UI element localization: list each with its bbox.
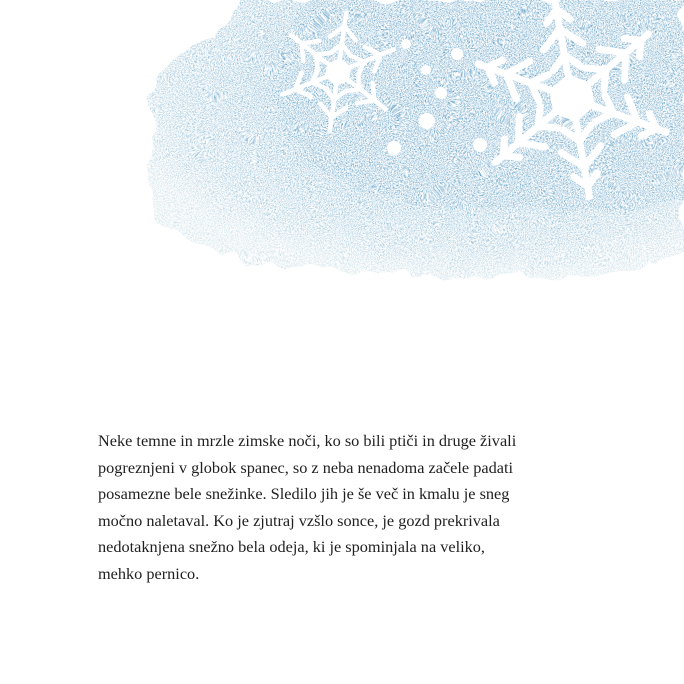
story-line: mehko pernico.: [98, 563, 200, 583]
story-line: posamezne bele snežinke. Sledilo jih je še več in kmalu je sneg: [98, 484, 510, 504]
story-line: Neke temne in mrzle zimske noči, ko so bili ptiči in druge živali: [98, 431, 517, 450]
story-paragraph: [98, 428, 618, 588]
blue-watercolor-wash: [148, 0, 684, 278]
story-line: močno naletaval. Ko je zjutraj vzšlo sonce, je gozd prekrivala: [98, 510, 500, 530]
story-line: nedotaknjena snežno bela odeja, ki je spominjala na veliko,: [98, 537, 486, 557]
story-line: pogreznjeni v globok spanec, so z neba nenadoma začele padati: [98, 457, 513, 477]
watercolor-snow-illustration: [0, 0, 684, 300]
